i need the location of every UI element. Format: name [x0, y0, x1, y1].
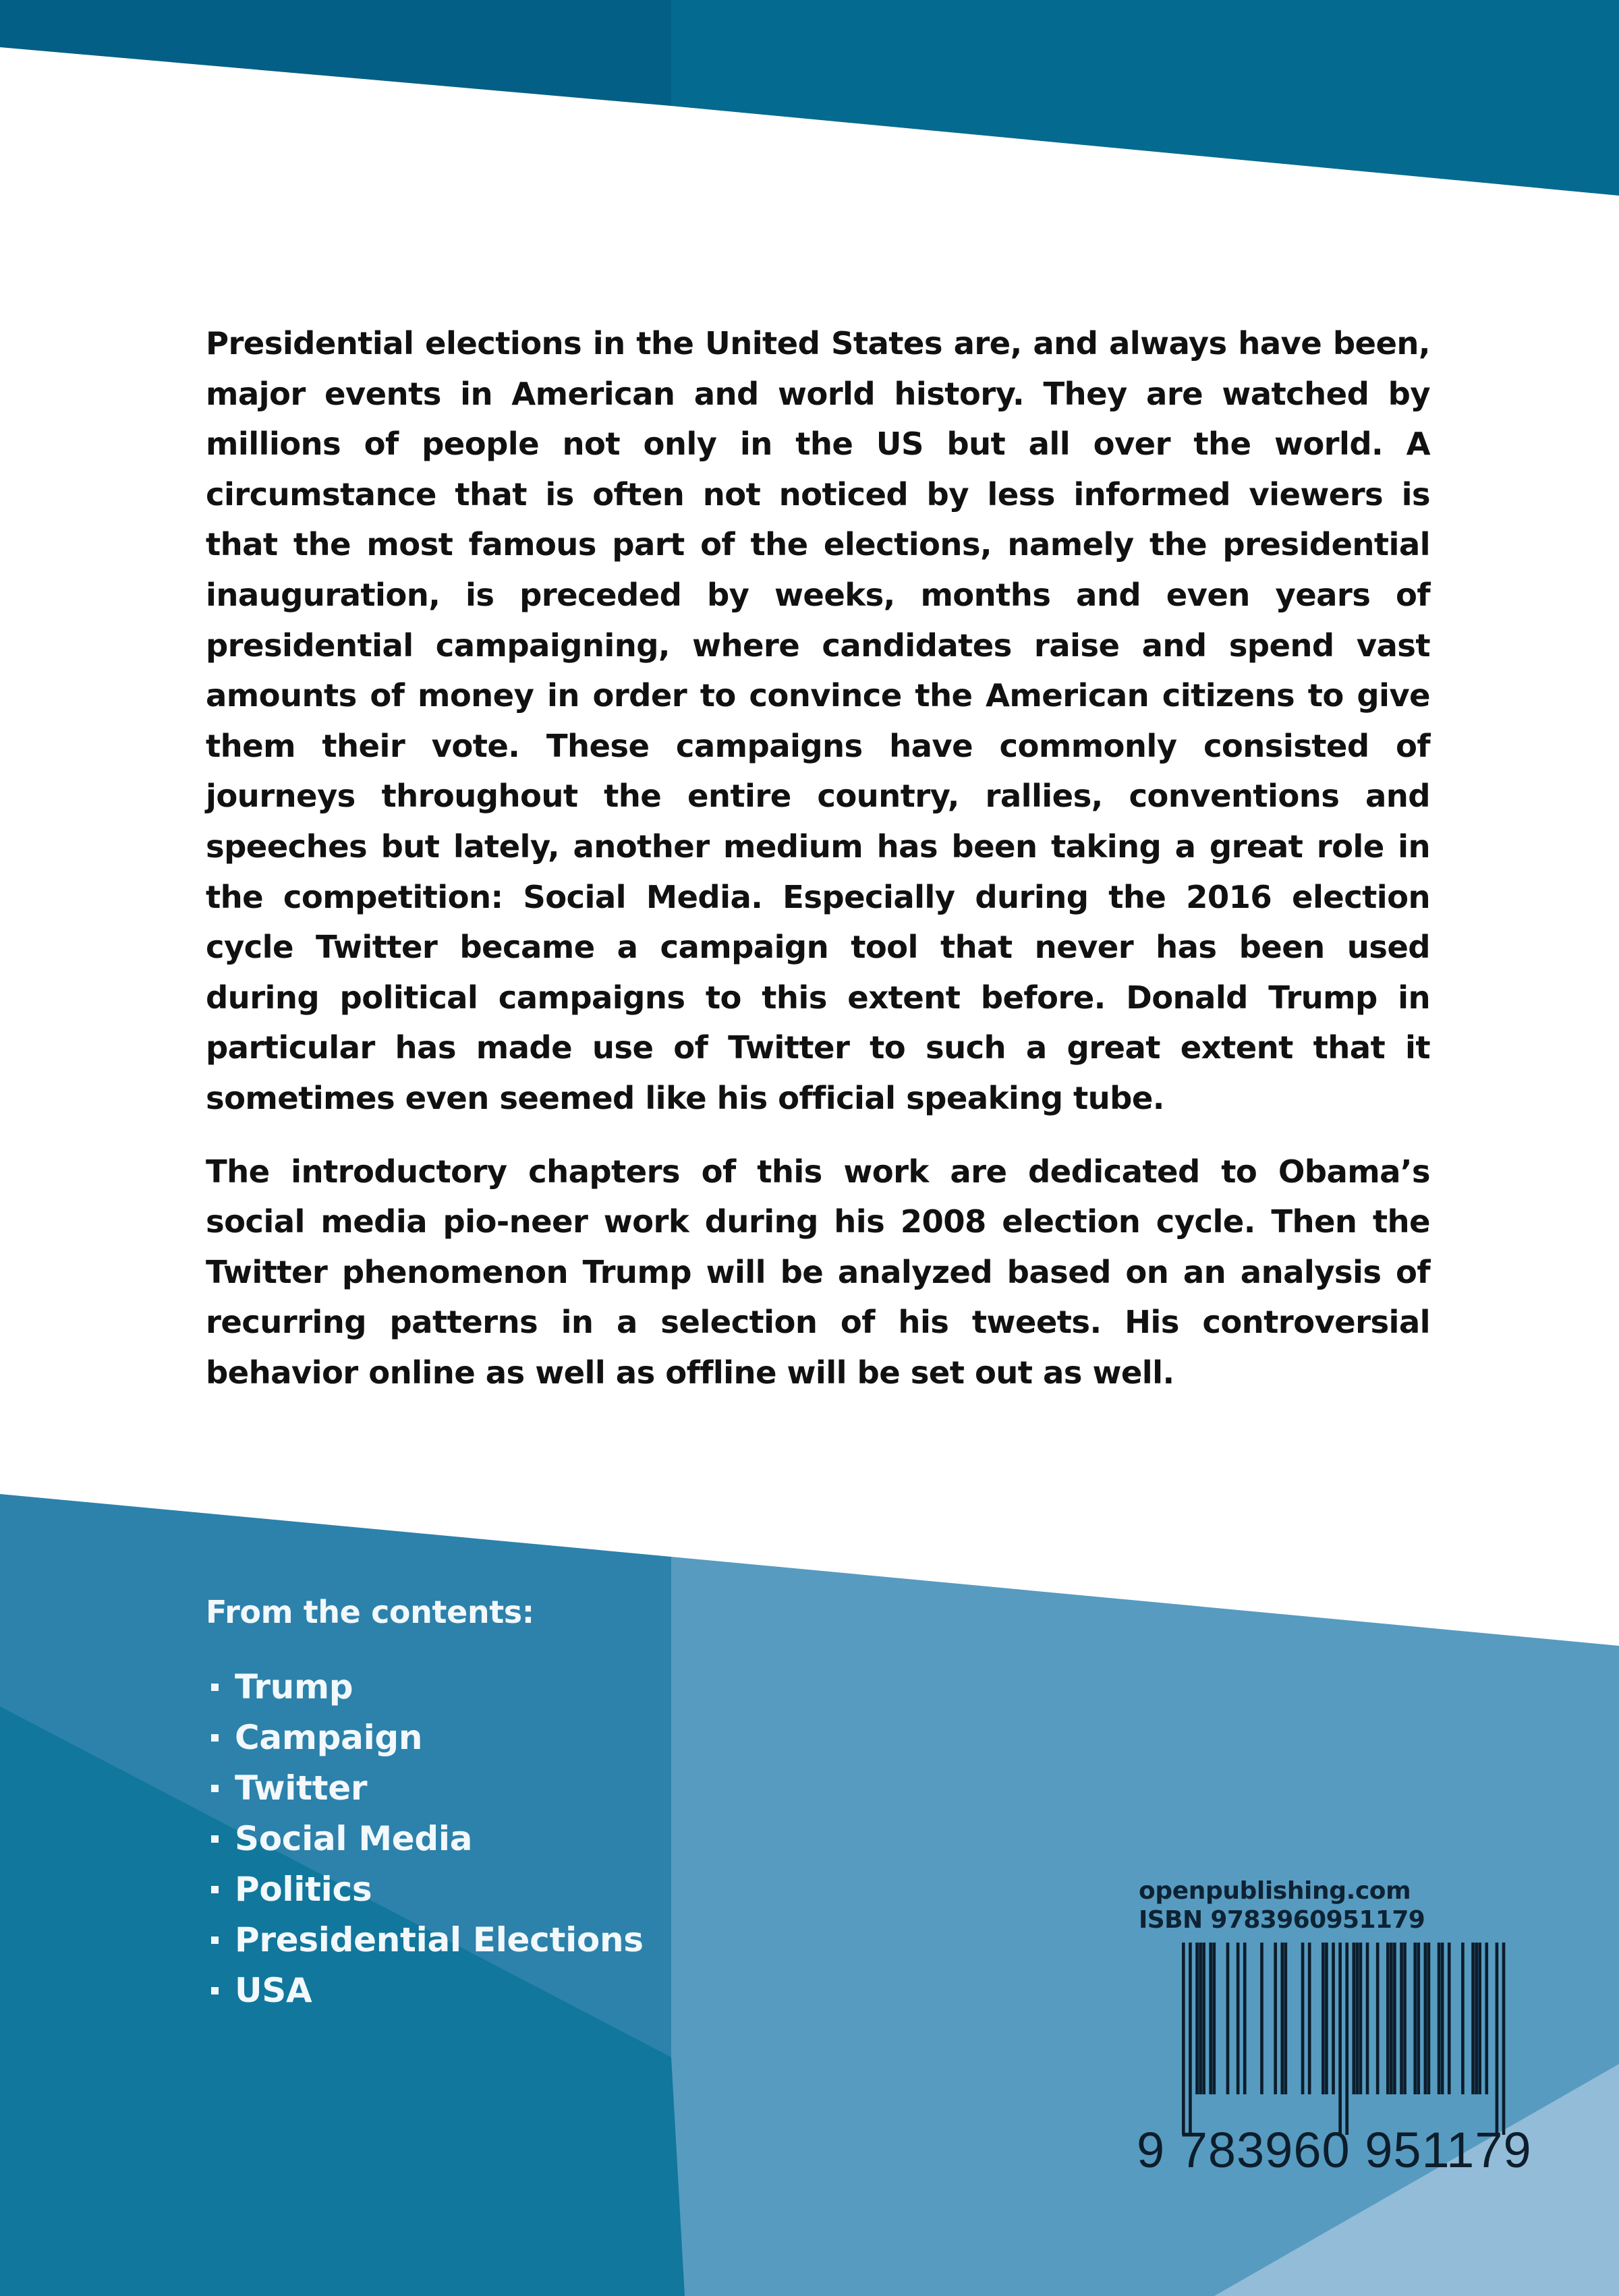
barcode-bar	[1199, 1943, 1202, 2094]
barcode-bar	[1301, 1943, 1305, 2094]
barcode-bar	[1189, 1943, 1192, 2135]
barcode-bar	[1496, 1943, 1499, 2135]
contents-item-label: Trump	[235, 1667, 353, 1706]
bullet-icon	[211, 1886, 219, 1893]
barcode-bar	[1400, 1943, 1403, 2094]
contents-item-label: USA	[235, 1971, 312, 2010]
barcode-bar	[1403, 1943, 1407, 2094]
barcode-bar	[1274, 1943, 1277, 2094]
barcode-bar	[1393, 1943, 1396, 2094]
barcode-bar	[1202, 1943, 1205, 2094]
blurb-text	[206, 318, 1430, 1420]
contents-item	[206, 1965, 644, 2016]
top-band-left	[0, 0, 671, 106]
barcode	[1140, 1943, 1538, 2135]
barcode-bar	[1427, 1943, 1431, 2094]
barcode-bar	[1209, 1943, 1212, 2094]
barcode-bar	[1226, 1943, 1230, 2094]
contents-item	[206, 1763, 644, 1814]
barcode-bar	[1353, 1943, 1356, 2094]
bullet-icon	[211, 1987, 219, 1994]
barcode-bar	[1325, 1943, 1328, 2094]
barcode-digits: 9 783960 951179	[1137, 2122, 1532, 2178]
barcode-bar	[1417, 1943, 1420, 2094]
contents-item	[206, 1864, 644, 1915]
barcode-bar	[1284, 1943, 1288, 2094]
barcode-bar	[1471, 1943, 1475, 2094]
barcode-bar	[1390, 1943, 1393, 2094]
publisher-website: openpublishing.com	[1139, 1877, 1411, 1905]
barcode-bar	[1438, 1943, 1441, 2094]
barcode-bar	[1376, 1943, 1380, 2094]
contents-item-label: Campaign	[235, 1718, 423, 1757]
top-band-right	[671, 0, 1619, 196]
barcode-bar	[1308, 1943, 1311, 2094]
barcode-bar	[1475, 1943, 1478, 2094]
barcode-bar	[1461, 1943, 1465, 2094]
barcode-bar	[1413, 1943, 1417, 2094]
barcode-bar	[1448, 1943, 1451, 2094]
contents-item-label: Presidential Elections	[235, 1920, 644, 1959]
blurb-paragraph-2: The introductory chapters of this work are dedicated to Obama’s social media pio-neer work during his 2008 election cycle. Then the Twitter phenomenon Trump will be analyzed based on an analysis of recurring patterns in a selection of his tweets. His controversial behavior online as well as offline will be set out as well.	[206, 1153, 1430, 1391]
blurb-paragraph-1: Presidential elections in the United States are, and always have been, major events in American and world history. They are watched by millions of people not only in the US but all over the world. A circumstance that is often not noticed by less informed viewers is that the most famous part of the elections, namely the presidential inauguration, is preceded by weeks, months and even years of presidential campaigning, where candidates raise and spend vast amounts of money in order to convince the American citizens to give them their vote. These campaigns have commonly consisted of journeys throughout the entire country, rallies, conventions and speeches but lately, another medium has been taking a great role in the competition: Social Media. Especially during the 2016 election cycle Twitter became a campaign tool that never has been used during political campaigns to this extent before. Donald Trump in particular has made use of Twitter to such a great extent that it sometimes even seemed like his official speaking tube.	[206, 325, 1430, 1116]
barcode-bar	[1485, 1943, 1488, 2094]
bullet-icon	[211, 1835, 219, 1843]
barcode-bar	[1237, 1943, 1240, 2094]
barcode-bar	[1260, 1943, 1263, 2094]
contents-heading: From the contents:	[206, 1594, 534, 1630]
barcode-bar	[1182, 1943, 1185, 2135]
bullet-icon	[211, 1785, 219, 1792]
barcode-bar	[1386, 1943, 1390, 2094]
barcode-bar	[1359, 1943, 1363, 2094]
barcode-bar	[1478, 1943, 1481, 2094]
isbn-label: ISBN 9783960951179	[1139, 1906, 1425, 1934]
contents-item-label: Politics	[235, 1870, 372, 1909]
publisher-info	[1139, 1876, 1425, 1934]
barcode-bar	[1332, 1943, 1335, 2094]
bullet-icon	[211, 1734, 219, 1742]
barcode-bar	[1345, 1943, 1348, 2135]
contents-item	[206, 1713, 644, 1763]
contents-item	[206, 1814, 644, 1864]
bullet-icon	[211, 1684, 219, 1691]
contents-item-label: Social Media	[235, 1819, 473, 1858]
barcode-bar	[1243, 1943, 1247, 2094]
contents-list	[206, 1662, 644, 2016]
bullet-icon	[211, 1936, 219, 1944]
barcode-bar	[1195, 1943, 1199, 2094]
barcode-bar	[1424, 1943, 1427, 2094]
barcode-bar	[1441, 1943, 1444, 2094]
contents-item	[206, 1915, 644, 1965]
barcode-bar	[1366, 1943, 1369, 2094]
contents-section	[206, 1592, 644, 2016]
barcode-bar	[1212, 1943, 1216, 2094]
barcode-bar	[1322, 1943, 1325, 2094]
barcode-bar	[1280, 1943, 1284, 2094]
contents-item	[206, 1662, 644, 1713]
barcode-bar	[1338, 1943, 1342, 2135]
contents-item-label: Twitter	[235, 1769, 368, 1808]
barcode-bar	[1502, 1943, 1506, 2135]
barcode-bar	[1356, 1943, 1359, 2094]
